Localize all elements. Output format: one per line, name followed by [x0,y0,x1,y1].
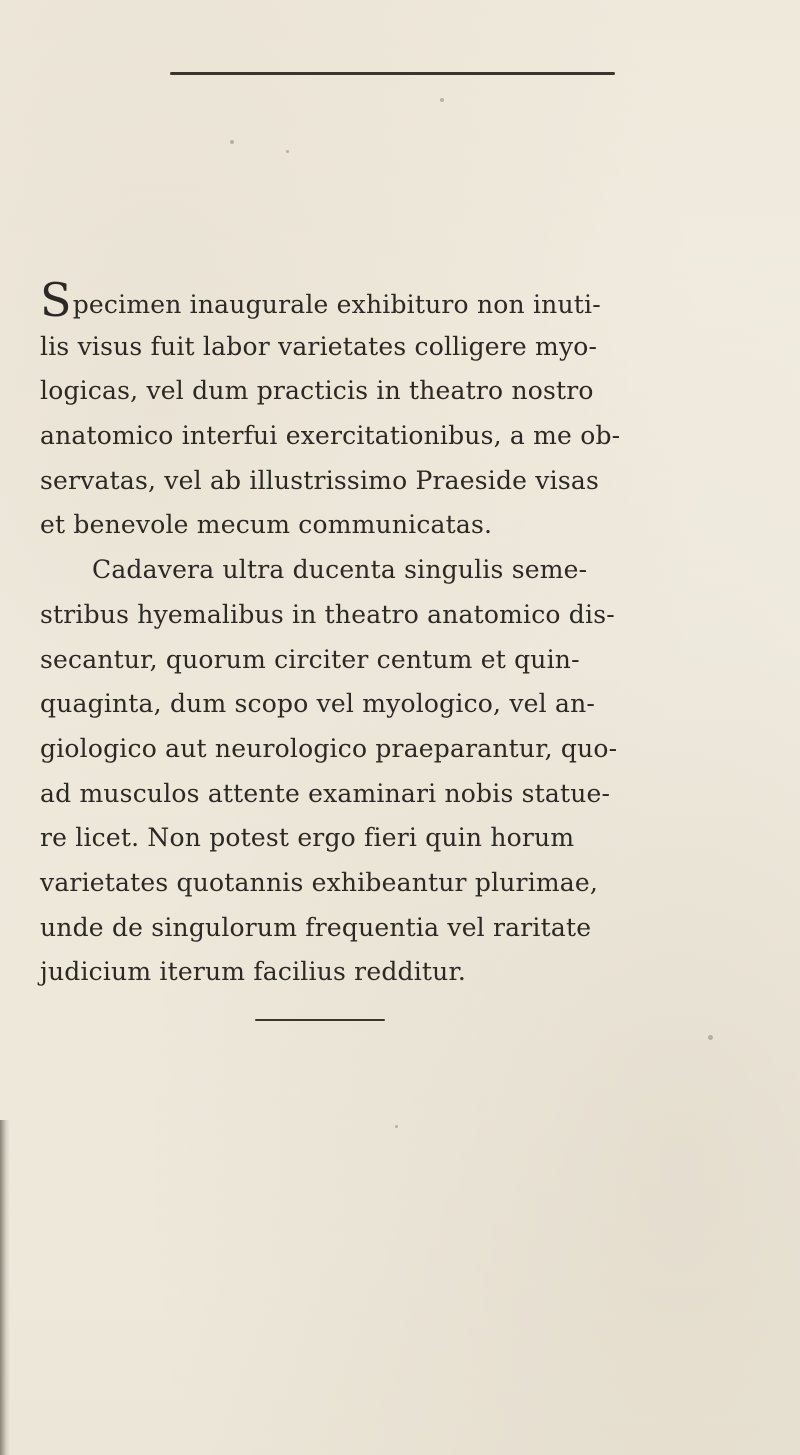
text-line-7: Cadavera ultra ducenta singulis seme- [92,555,588,585]
text-line-14: varietates quotannis exhibeantur plurimae, [40,867,599,897]
page-edge-shadow [0,1120,10,1455]
text-line-6: et benevole mecum communicatas. [40,510,493,540]
paper-speck [440,98,444,102]
drop-cap: S [40,273,72,327]
text-line-4: anatomico interfui exercitationibus, a me ob- [40,421,621,451]
text-line-10: quaginta, dum scopo vel myologico, vel an- [40,689,596,719]
text-line-2: lis visus fuit labor varietates colligere myo- [40,331,598,361]
text-line-13: re licet. Non potest ergo fieri quin horum [40,823,575,853]
bottom-decorative-rule [255,1019,385,1021]
text-line-1 [40,273,760,327]
paper-speck [286,150,289,153]
text-line-9: secantur, quorum circiter centum et quin- [40,644,580,674]
text-line-3: logicas, vel dum practicis in theatro nostro [40,376,594,406]
text-line-12: ad musculos attente examinari nobis statue- [40,778,611,808]
top-decorative-rule [170,72,615,75]
body-text [40,273,760,995]
paper-speck [230,140,234,144]
text-line-15: unde de singulorum frequentia vel raritate [40,912,592,942]
text-line-5: servatas, vel ab illustrissimo Praeside visas [40,465,599,495]
first-line-text: pecimen inaugurale exhibituro non inuti- [72,290,601,319]
text-line-16: judicium iterum facilius redditur. [40,957,467,987]
paper-speck [395,1125,398,1128]
paper-speck [708,1035,713,1040]
text-line-11: giologico aut neurologico praeparantur, quo- [40,733,618,763]
text-line-8: stribus hyemalibus in theatro anatomico dis- [40,599,615,629]
